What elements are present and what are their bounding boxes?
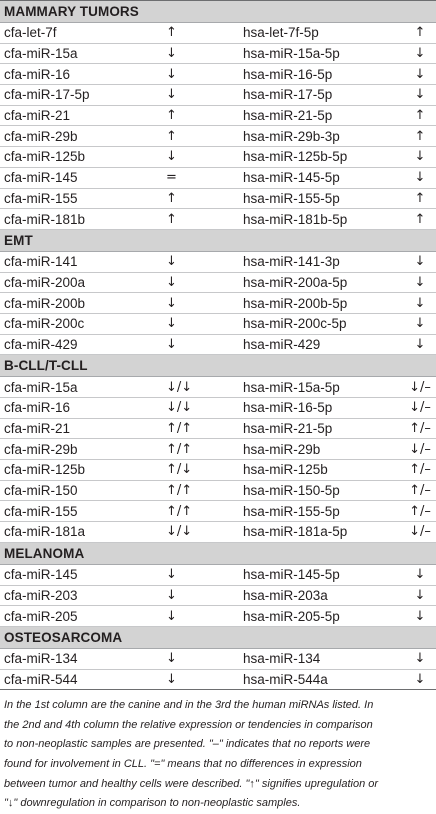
table-row <box>0 585 436 606</box>
human-expression-cell: ↓ <box>404 313 436 334</box>
table-row <box>0 501 436 522</box>
human-mirna-cell: hsa-miR-155-5p <box>240 501 404 522</box>
human-mirna-cell: hsa-miR-134 <box>240 648 404 669</box>
canine-mirna-cell: cfa-miR-29b <box>0 126 160 147</box>
table-row <box>0 43 436 64</box>
canine-expression-cell: ↑/↑ <box>160 501 240 522</box>
human-mirna-cell: hsa-miR-125b <box>240 460 404 481</box>
canine-mirna-cell: cfa-miR-200c <box>0 313 160 334</box>
table-row <box>0 188 436 209</box>
canine-expression-cell: ↓ <box>160 564 240 585</box>
canine-expression-cell: ↓ <box>160 606 240 627</box>
canine-mirna-cell: cfa-miR-141 <box>0 251 160 272</box>
canine-expression-cell: ↓ <box>160 648 240 669</box>
canine-expression-cell: ↓ <box>160 251 240 272</box>
human-expression-cell: ↓ <box>404 85 436 106</box>
canine-expression-cell: ↓/↓ <box>160 522 240 543</box>
table-row <box>0 669 436 690</box>
human-expression-cell: ↓ <box>404 669 436 690</box>
human-mirna-cell: hsa-miR-16-5p <box>240 398 404 419</box>
canine-mirna-cell: cfa-miR-145 <box>0 564 160 585</box>
table-row <box>0 293 436 314</box>
human-mirna-cell: hsa-miR-29b-3p <box>240 126 404 147</box>
canine-expression-cell: ↓/↓ <box>160 377 240 398</box>
human-mirna-cell: hsa-miR-181b-5p <box>240 209 404 230</box>
footnote-line: between tumor and healthy cells were described. "↑" signifies upregulation or <box>4 777 379 790</box>
footnote-line: "↓" downregulation in comparison to non-neoplastic samples. <box>4 797 301 810</box>
table-row <box>0 64 436 85</box>
human-expression-cell: ↑ <box>404 23 436 44</box>
human-mirna-cell: hsa-miR-155-5p <box>240 188 404 209</box>
human-mirna-cell: hsa-miR-150-5p <box>240 480 404 501</box>
table-row <box>0 377 436 398</box>
human-expression-cell: ↑/– <box>404 501 436 522</box>
human-expression-cell: ↑/– <box>404 418 436 439</box>
section-title: OSTEOSARCOMA <box>0 626 436 648</box>
human-expression-cell: ↓ <box>404 64 436 85</box>
canine-expression-cell: ↑ <box>160 23 240 44</box>
section-header <box>0 626 436 648</box>
canine-expression-cell: ↑/↑ <box>160 439 240 460</box>
human-mirna-cell: hsa-miR-29b <box>240 439 404 460</box>
table-row <box>0 564 436 585</box>
canine-expression-cell: ↓ <box>160 585 240 606</box>
human-expression-cell: ↑ <box>404 188 436 209</box>
table-row <box>0 334 436 355</box>
table-row <box>0 606 436 627</box>
human-expression-cell: ↑/– <box>404 480 436 501</box>
canine-mirna-cell: cfa-miR-181a <box>0 522 160 543</box>
canine-mirna-cell: cfa-miR-155 <box>0 501 160 522</box>
human-expression-cell: ↓ <box>404 272 436 293</box>
table-footnote <box>0 690 436 814</box>
canine-expression-cell: ↓ <box>160 272 240 293</box>
human-mirna-cell: hsa-miR-203a <box>240 585 404 606</box>
canine-expression-cell: ↑/↑ <box>160 480 240 501</box>
table-row <box>0 209 436 230</box>
human-expression-cell: ↑/– <box>404 460 436 481</box>
canine-mirna-cell: cfa-miR-181b <box>0 209 160 230</box>
canine-expression-cell: ↓/↓ <box>160 398 240 419</box>
canine-mirna-cell: cfa-miR-205 <box>0 606 160 627</box>
human-expression-cell: ↓ <box>404 147 436 168</box>
human-mirna-cell: hsa-miR-141-3p <box>240 251 404 272</box>
human-mirna-cell: hsa-miR-21-5p <box>240 418 404 439</box>
footnote-line: found for involvement in CLL. "=" means that no differences in expression <box>4 758 362 771</box>
canine-mirna-cell: cfa-miR-200b <box>0 293 160 314</box>
table-row <box>0 648 436 669</box>
section-header <box>0 355 436 377</box>
canine-expression-cell: ↓ <box>160 43 240 64</box>
human-mirna-cell: hsa-miR-145-5p <box>240 564 404 585</box>
footnote-line: the 2nd and 4th column the relative expression or tendencies in comparison <box>4 718 373 731</box>
human-expression-cell: ↓ <box>404 293 436 314</box>
table-row <box>0 439 436 460</box>
human-mirna-cell: hsa-miR-21-5p <box>240 105 404 126</box>
table-row <box>0 167 436 188</box>
canine-expression-cell: = <box>160 167 240 188</box>
canine-mirna-cell: cfa-miR-134 <box>0 648 160 669</box>
human-mirna-cell: hsa-miR-544a <box>240 669 404 690</box>
table-row <box>0 522 436 543</box>
table-row <box>0 398 436 419</box>
table-row <box>0 313 436 334</box>
canine-mirna-cell: cfa-miR-155 <box>0 188 160 209</box>
canine-expression-cell: ↓ <box>160 147 240 168</box>
human-expression-cell: ↓ <box>404 43 436 64</box>
human-mirna-cell: hsa-miR-200b-5p <box>240 293 404 314</box>
section-title: MELANOMA <box>0 542 436 564</box>
human-mirna-cell: hsa-miR-145-5p <box>240 167 404 188</box>
human-expression-cell: ↓/– <box>404 522 436 543</box>
table-row <box>0 23 436 44</box>
section-title: B-CLL/T-CLL <box>0 355 436 377</box>
human-expression-cell: ↑ <box>404 105 436 126</box>
human-mirna-cell: hsa-miR-15a-5p <box>240 377 404 398</box>
canine-mirna-cell: cfa-miR-17-5p <box>0 85 160 106</box>
human-mirna-cell: hsa-miR-17-5p <box>240 85 404 106</box>
canine-expression-cell: ↑ <box>160 188 240 209</box>
human-mirna-cell: hsa-miR-125b-5p <box>240 147 404 168</box>
canine-mirna-cell: cfa-miR-125b <box>0 147 160 168</box>
human-expression-cell: ↓ <box>404 334 436 355</box>
table-body <box>0 1 436 690</box>
table-row <box>0 251 436 272</box>
canine-mirna-cell: cfa-miR-203 <box>0 585 160 606</box>
human-expression-cell: ↓ <box>404 564 436 585</box>
canine-expression-cell: ↓ <box>160 669 240 690</box>
canine-mirna-cell: cfa-miR-544 <box>0 669 160 690</box>
canine-expression-cell: ↑ <box>160 209 240 230</box>
canine-mirna-cell: cfa-miR-21 <box>0 105 160 126</box>
canine-mirna-cell: cfa-miR-16 <box>0 64 160 85</box>
human-mirna-cell: hsa-miR-200a-5p <box>240 272 404 293</box>
canine-mirna-cell: cfa-miR-150 <box>0 480 160 501</box>
human-expression-cell: ↑ <box>404 126 436 147</box>
table-row <box>0 105 436 126</box>
human-expression-cell: ↓ <box>404 606 436 627</box>
table-row <box>0 480 436 501</box>
human-mirna-cell: hsa-miR-15a-5p <box>240 43 404 64</box>
canine-mirna-cell: cfa-let-7f <box>0 23 160 44</box>
human-expression-cell: ↓ <box>404 648 436 669</box>
canine-expression-cell: ↑/↓ <box>160 460 240 481</box>
canine-mirna-cell: cfa-miR-15a <box>0 377 160 398</box>
table-row <box>0 460 436 481</box>
canine-expression-cell: ↑ <box>160 105 240 126</box>
canine-expression-cell: ↓ <box>160 313 240 334</box>
canine-expression-cell: ↑/↑ <box>160 418 240 439</box>
human-expression-cell: ↑ <box>404 209 436 230</box>
human-expression-cell: ↓ <box>404 167 436 188</box>
section-header <box>0 1 436 23</box>
human-mirna-cell: hsa-miR-429 <box>240 334 404 355</box>
table-row <box>0 272 436 293</box>
section-header <box>0 542 436 564</box>
table-row <box>0 147 436 168</box>
footnote-line: In the 1st column are the canine and in the 3rd the human miRNAs listed. In <box>4 699 374 712</box>
footnote-line: to non-neoplastic samples are presented. "–" indicates that no reports were <box>4 738 371 751</box>
table-row <box>0 126 436 147</box>
human-mirna-cell: hsa-miR-16-5p <box>240 64 404 85</box>
human-mirna-cell: hsa-miR-181a-5p <box>240 522 404 543</box>
canine-expression-cell: ↓ <box>160 85 240 106</box>
section-title: EMT <box>0 229 436 251</box>
human-expression-cell: ↓/– <box>404 377 436 398</box>
human-expression-cell: ↓/– <box>404 398 436 419</box>
human-expression-cell: ↓/– <box>404 439 436 460</box>
canine-expression-cell: ↓ <box>160 293 240 314</box>
canine-expression-cell: ↓ <box>160 334 240 355</box>
canine-mirna-cell: cfa-miR-200a <box>0 272 160 293</box>
human-mirna-cell: hsa-miR-200c-5p <box>240 313 404 334</box>
section-title: MAMMARY TUMORS <box>0 1 436 23</box>
canine-mirna-cell: cfa-miR-429 <box>0 334 160 355</box>
table-row <box>0 418 436 439</box>
human-expression-cell: ↓ <box>404 251 436 272</box>
table-row <box>0 85 436 106</box>
canine-expression-cell: ↓ <box>160 64 240 85</box>
canine-mirna-cell: cfa-miR-16 <box>0 398 160 419</box>
canine-expression-cell: ↑ <box>160 126 240 147</box>
canine-mirna-cell: cfa-miR-29b <box>0 439 160 460</box>
section-header <box>0 229 436 251</box>
human-expression-cell: ↓ <box>404 585 436 606</box>
human-mirna-cell: hsa-let-7f-5p <box>240 23 404 44</box>
canine-mirna-cell: cfa-miR-21 <box>0 418 160 439</box>
human-mirna-cell: hsa-miR-205-5p <box>240 606 404 627</box>
canine-mirna-cell: cfa-miR-145 <box>0 167 160 188</box>
canine-mirna-cell: cfa-miR-15a <box>0 43 160 64</box>
canine-mirna-cell: cfa-miR-125b <box>0 460 160 481</box>
